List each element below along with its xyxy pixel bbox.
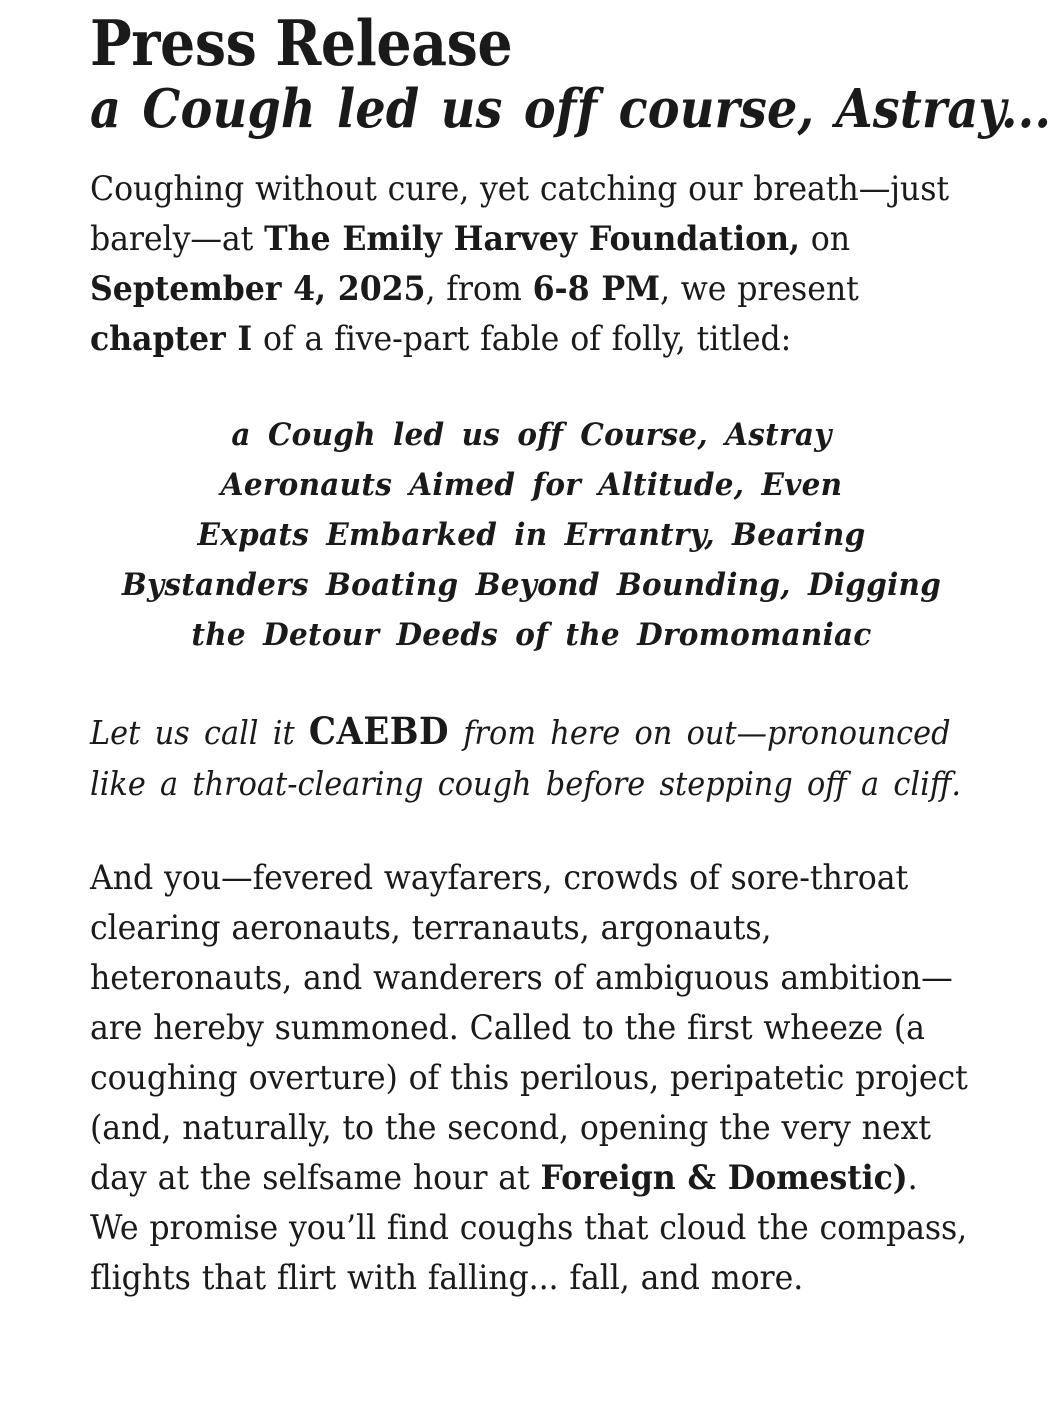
lead-text-outro: of a five-part fable of folly, titled: xyxy=(252,319,792,359)
caebd-acronym: CAEBD xyxy=(308,709,449,753)
caebd-pronunciation-note xyxy=(90,706,971,809)
closing-paragraph xyxy=(90,853,973,1303)
acrostic-line: a Cough led us off Course, Astray xyxy=(231,417,832,453)
lead-text-on: on xyxy=(799,219,851,259)
acrostic-line: Bystanders Boating Beyond Bounding, Digging xyxy=(121,567,942,603)
lead-text-present: , we present xyxy=(659,269,859,309)
acrostic-title-block xyxy=(112,410,951,660)
chapter-label: chapter I xyxy=(90,319,253,359)
masthead xyxy=(90,6,1052,140)
acrostic-line: the Detour Deeds of the Dromomaniac xyxy=(191,617,872,653)
caebd-note-intro: Let us call it xyxy=(90,713,309,752)
event-time: 6-8 PM xyxy=(532,269,660,309)
closing-text-outro: . We promise you’ll find coughs that cloud the compass, flights that flirt with falling... fall, and more. xyxy=(90,1158,968,1298)
caebd-note-outro: from here on out—pronounced like a throat-clearing cough before stepping off a cliff. xyxy=(90,713,961,803)
lead-text-intro: Coughing without cure, yet catching our breath—just barely—at xyxy=(90,169,949,259)
acrostic-line: Expats Embarked in Errantry, Bearing xyxy=(197,517,866,553)
acrostic-line: Aeronauts Aimed for Altitude, Even xyxy=(220,467,843,503)
lead-text-from: , from xyxy=(425,269,533,309)
page-title: Press Release xyxy=(90,6,513,80)
page-subtitle: a Cough led us off course, Astray... xyxy=(90,78,1052,140)
lead-paragraph xyxy=(90,164,973,364)
venue-name: The Emily Harvey Foundation, xyxy=(264,219,800,259)
closing-text-intro: And you—fevered wayfarers, crowds of sore-throat clearing aeronauts, terranauts, argonauts, heteronauts, and wanderers of ambiguous ambition—are hereby summoned. Called to the first wheeze (a coughing overture) of this perilous, peripatetic project (and, naturally, to the second, opening the very next day at the selfsame hour at xyxy=(90,858,968,1198)
event-date: September 4, 2025 xyxy=(90,269,426,309)
venue-name-secondary: Foreign & Domestic) xyxy=(540,1158,908,1198)
paragraph-spacer xyxy=(90,809,973,847)
